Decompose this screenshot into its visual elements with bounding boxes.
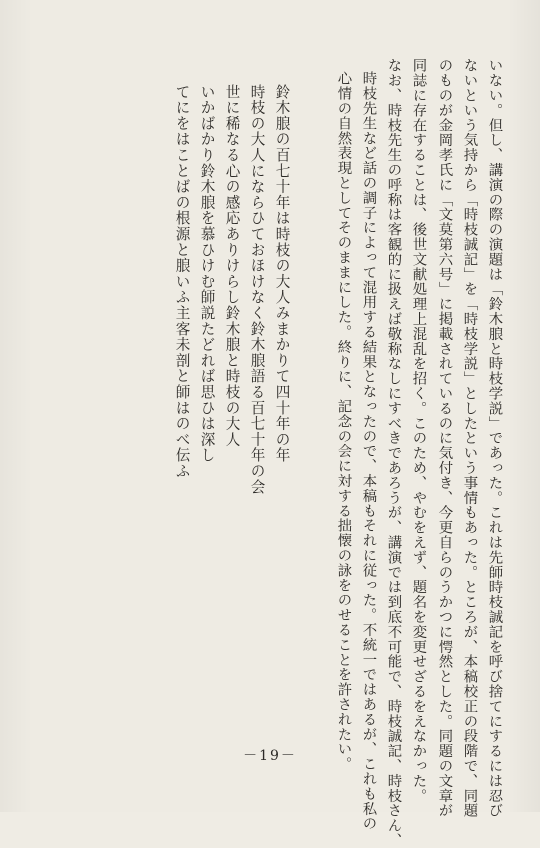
poem-line-4: いかばかり鈴木朖を慕ひけむ師説たどれば思ひは深し bbox=[198, 84, 216, 464]
body-line-7: 心情の自然表現としてそのままにした。終りに、記念の会に対する拙懐の詠をのせることを許されたい。 bbox=[335, 71, 352, 772]
poem-line-3: 世に稀なる心の感応ありけらし鈴木朖と時枝の大人 bbox=[223, 84, 241, 448]
body-line-5: なお、時枝先生の呼称は客観的に扱えば敬称なしにすべきであろうが、講演では到底不可能で、時枝誠記、時枝さん、 bbox=[385, 58, 402, 848]
page-number: －19－ bbox=[243, 748, 297, 764]
body-line-2: ないという気持から「時枝誠記」を「時枝学説」としたという事情もあった。ところが、本稿校正の段階で、同題 bbox=[461, 58, 478, 818]
body-line-6: 時枝先生など話の調子によって混用する結果となったので、本稿もそれに従った。不統一ではあるが、これも私の bbox=[360, 71, 377, 831]
poem-line-2: 時枝の大人にならひておほけなく鈴木朖語る百七十年の会 bbox=[248, 84, 266, 495]
poem-line-1: 鈴木朖の百七十年は時枝の大人みまかりて四十年の年 bbox=[273, 84, 291, 464]
body-line-3: のものが金岡孝氏に「文莫第六号」に掲載されているのに気付き、今更自らのうかつに愕然とした。同題の文章が bbox=[436, 58, 453, 818]
body-line-1: いない。但し、講演の際の演題は「鈴木朖と時枝学説」であった。これは先師時枝誠記を呼び捨てにするには忍び bbox=[486, 58, 503, 818]
poem-line-5: てにをはことばの根源と朖いふ主客未剖と師はのべ伝ふ bbox=[173, 84, 191, 479]
body-line-4: 同誌に存在することは、後世文献処理上混乱を招く。このため、やむをえず、題名を変更せざるをえなかった。 bbox=[410, 58, 427, 803]
